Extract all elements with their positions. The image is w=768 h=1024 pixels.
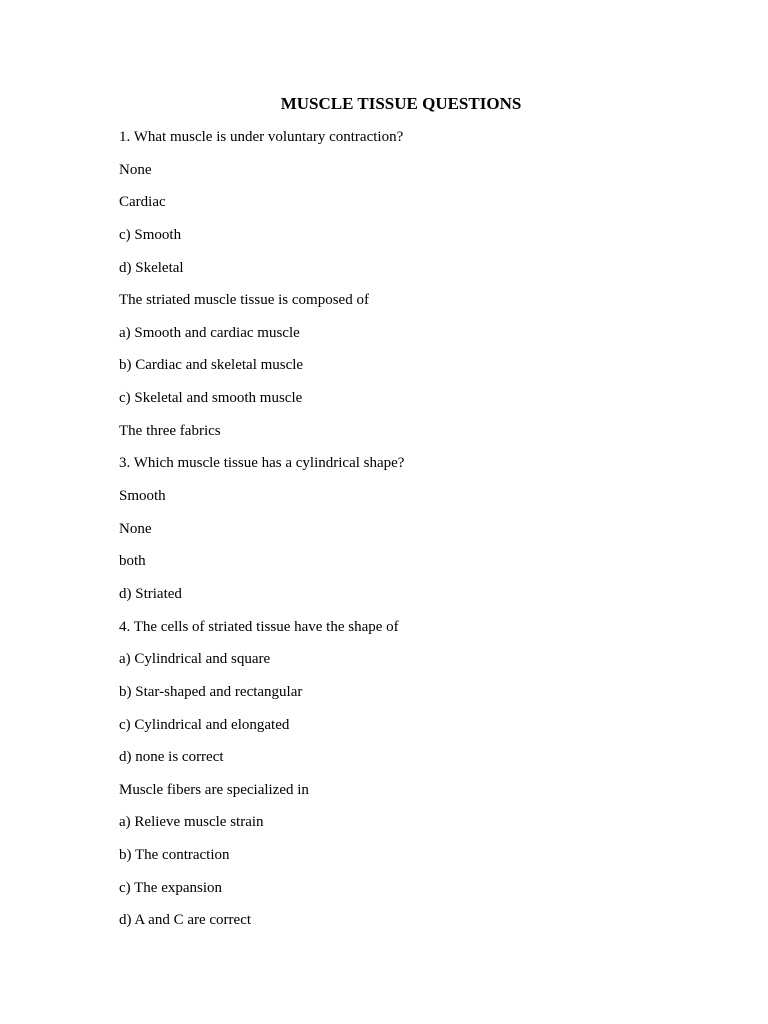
answer-option: c) Cylindrical and elongated — [119, 716, 290, 733]
answer-option: None — [119, 520, 152, 537]
document-title: MUSCLE TISSUE QUESTIONS — [280, 94, 522, 113]
answer-option: d) Striated — [119, 585, 182, 602]
question-list — [119, 127, 404, 943]
answer-option: b) Star-shaped and rectangular — [119, 683, 303, 700]
question-line: 3. Which muscle tissue has a cylindrical shape? — [119, 455, 405, 472]
answer-option: None — [119, 161, 152, 178]
answer-option: Smooth — [119, 488, 166, 505]
answer-option: a) Smooth and cardiac muscle — [119, 324, 300, 341]
answer-option: c) Smooth — [119, 226, 182, 243]
answer-option: c) The expansion — [119, 879, 223, 896]
answer-option: c) Skeletal and smooth muscle — [119, 390, 303, 407]
answer-option: d) Skeletal — [119, 259, 184, 276]
answer-option: b) Cardiac and skeletal muscle — [119, 357, 304, 374]
answer-option: d) A and C are correct — [119, 912, 252, 929]
question-line: 1. What muscle is under voluntary contraction? — [119, 129, 404, 145]
answer-option: b) The contraction — [119, 847, 230, 864]
answer-option: d) none is correct — [119, 749, 224, 766]
answer-option: The three fabrics — [119, 422, 221, 439]
answer-option: a) Relieve muscle strain — [119, 814, 264, 831]
question-line: The striated muscle tissue is composed of — [119, 292, 369, 309]
answer-option: a) Cylindrical and square — [119, 651, 271, 668]
question-line: Muscle fibers are specialized in — [119, 781, 309, 798]
answer-option: both — [119, 553, 146, 570]
answer-option: Cardiac — [119, 194, 166, 211]
question-line: 4. The cells of striated tissue have the shape of — [119, 618, 399, 635]
